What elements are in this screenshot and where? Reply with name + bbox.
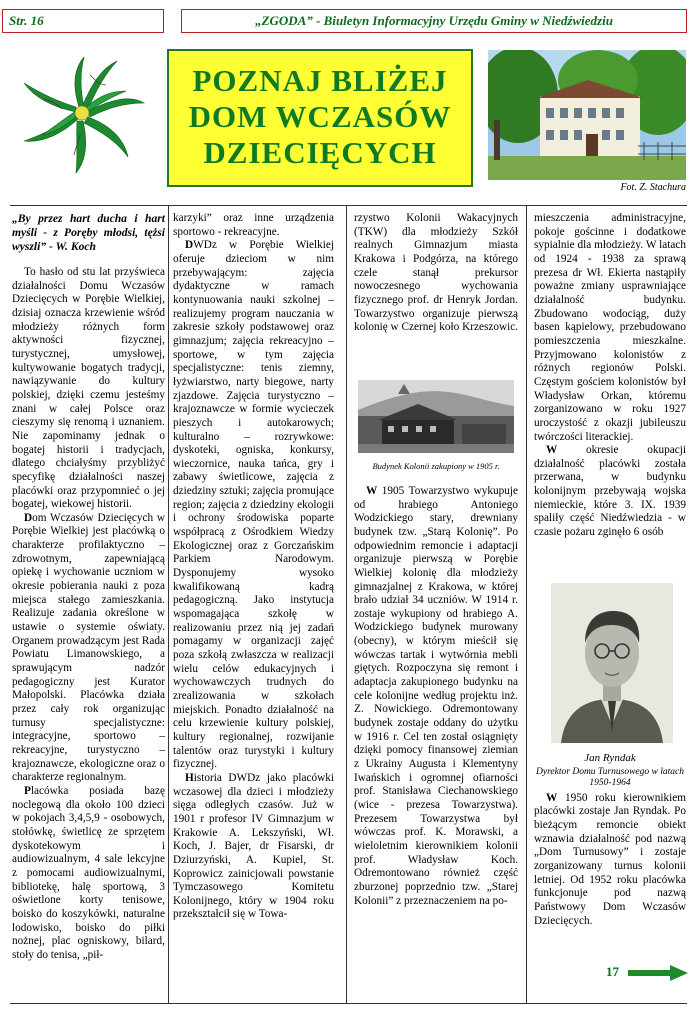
lead-letter: W: [546, 444, 558, 457]
lead-letter: D: [185, 239, 194, 252]
photo-credit: Fot. Z. Stachura: [620, 182, 686, 193]
paragraph: mieszczenia administracyjne, pokoje gościnne i dodatkowe sypialnie dla młodzieży. W latach od 1924 - 1938 za sprawą prezesa dr Wł. Ekierta nastąpiły poważne zmiany usprawniające działalność budynku. Zbudowano wodociąg, duży basen kąpielowy, przebudowano pomieszczenia mieszkalne. Przyjmowano kolonistów z różnych regionów Polski. Częstym gościem kolonistów był Władysław Orkan, któremu zorganizowano w roku 1927 uroczystość z okazji jubileuszu twórczości literackiej.: [534, 212, 686, 443]
lead-letter: W: [546, 791, 558, 804]
paragraph-text: 1950 roku kierownikiem placówki zostaje Jan Ryndak. Po bieżącym remoncie obiekt wznawia działalność pod nazwą „Dom Turnusowy” i zostaje zorganizowany turnus kolonii letniej. Od 1952 roku placówka funkcjonuje pod nazwą Państwowy Dom Wczasów Dziecięcych.: [534, 791, 686, 927]
top-divider: [10, 205, 687, 206]
paragraph: rzystwo Kolonii Wakacyjnych (TKW) dla młodzieży Szkół realnych Gimnazjum miasta Krakowa i Podgórza, na którego czele stanął prekursor nowoczesnego wychowania fizycznego prof. dr Henryk Jordan. Towarzystwo organizuje pierwszą kolonię w Czernej koło Krzeszowic.: [354, 212, 519, 334]
paragraph-text: 1905 Towarzystwo wykupuje od hrabiego Antoniego Wodzickiego stary, drewniany budynek tzw. „Starą Kolonię”. Po odpowiednim remoncie i adaptacji organizuje pierwszą w Porębie Wielkiej kolonię dla młodzieży gimnazjalnej z Krakowa, w której brało udział 34 uczniów. W 1914 r. zostaje wykupiony od hrabiego A. Wodzickiego budynek murowany (obecny), w którym mieścił się wówczas tartak i wytwórnia mebli giętych. Rozpoczyna się remont i adaptacja zakupionego budynku na cele kolonijne według projektu inż. Z. Nowickiego. Odremontowany budynek zostaje oddany do użytku w 1916 r. Cel ten został osiągnięty dzięki pomocy finansowej ziemian z Ukrainy Augusta i Klementyny Iwańskich i ogromnej ofiarności prof. Stanisława Ciechanowskiego (wice - prezesa Towarzystwa). Prezesem Towarzystwa był wówczas prof. K. Morawski, a wieloletnim kierownikiem kolonii prof. Władysław Koch. Odremontowano również część zburzonej poprzednio tzw. „Starej Kolonii” z przeznaczeniem na po-: [354, 484, 518, 907]
title-line-3: DZIECIĘCYCH: [203, 135, 437, 170]
bottom-divider: [10, 1003, 687, 1004]
lead-letter: P: [24, 784, 31, 797]
page-label: Str. 16: [2, 9, 164, 33]
portrait-name: Jan Ryndak: [584, 752, 636, 764]
historic-building-photo: [358, 380, 514, 453]
article-column-2: [173, 212, 334, 922]
paragraph: [354, 485, 518, 908]
paragraph-text: WDz w Porębie Wielkiej oferuje dzieciom w nim przebywającym: zajęcia dydaktyczne w ramach kontynuowania nauki szkolnej – realizujemy program nauczania w zakresie szkoły podstawowej oraz gimnazjum; zajęcia rekreacyjno – sportowe, w tym zajęcia specjalistyczne: tenis ziemny, łyżwiarstwo, narty biegowe, narty zjazdowe. Zajęcia turystyczno – krajoznawcze w formie wycieczek pieszych i autokarowych; kulturalno – rozrywkowe: dyskoteki, ogniska, konkursy, wieczornice, nauka tańca, gry i zabawy świetlicowe, zajęcia z dziedziny sztuki; zajęcia promujące region; zajęcia z dziedziny ekologii i ochrony środowiska poparte współpracą z Ośrodkiem Wiedzy Ekologicznej oraz z Gorczańskim Parkiem Narodowym. Dysponujemy wysoko kwalifikowaną kadrą pedagogiczną. Jako instytucja wspomagająca szkołę w realizowaniu przez nią jej zadań pomagamy w organizacji zajęć poza szkołą zwłaszcza w realizacji wielu celów edukacyjnych i wychowawczych trudnych do zrealizowania w szkołach miejskich. Ponadto działalność na celu krzewienie kultury polskiej, kultury regionalnej, rozwijanie talentów oraz turystyki i kultury fizycznej.: [173, 239, 334, 771]
portrait-caption: Dyrektor Domu Turnusowego w latach 1950-1964: [536, 767, 684, 788]
article-column-3: [354, 212, 518, 908]
next-page-arrow-icon: [628, 965, 688, 981]
paragraph-text: om Wczasów Dziecięcych w Porębie Wielkiej jest placówką o charakterze profilaktyczno – zdrowotnym, zapewniającą opiekę i wychowanie uczniom w okresie pobierania nauki z poza miejsca stałego zamieszkania. Realizuje zadania określone w ustawie o systemie oświaty. Organem prowadzącym jest Rada Powiatu Limanowskiego, a sprawującym nadzór pedagogiczny jest Kurator Małopolski. Placówka działa przez cały rok organizując turnusy specjalistyczne: integracyjne, sportowo – rekreacyjne, turystyczno – krajoznawcze, ekologiczne oraz o charakterze regionalnym.: [12, 511, 165, 784]
paragraph: [173, 239, 334, 772]
lead-letter: W: [366, 484, 378, 497]
paragraph-text: istoria DWDz jako placówki wczasowej dla dzieci i młodzieży sięga odległych czasów. Już w 1901 r profesor IV Gimnazjum w Krakowie A. Lekszyński, Wł. Koch, J. Bajer, dr Fisarski, dr Dziurzyński, A. Kupiel, St. Koprowicz zainicjowali powstanie Tymczasowego Komitetu Kolonijnego, który w 1904 roku przekształcił się w Towa-: [173, 771, 334, 921]
paragraph-text: okresie okupacji działalność placówki została przerwana, w budynku kolonijnym przebywają wojska niemieckie, które 3. IX. 1939 spaliły część Niedźwiedzia - w czasie pożaru zginęło 6 osób: [534, 444, 686, 539]
article-column-4: [534, 212, 686, 928]
photo-caption: Budynek Kolonii zakupiony w 1905 r.: [372, 461, 500, 471]
lead-letter: D: [24, 511, 33, 524]
building-photo: [488, 50, 686, 180]
paragraph: [173, 772, 334, 922]
motto-quote: „By przez hart ducha i hart myśli - z Poręby młodsi, tężsi wyszli” - W. Koch: [12, 212, 165, 253]
column-divider: [526, 205, 527, 1003]
paragraph: karzyki” oraz inne urządzenia sportowo - rekreacyjne.: [173, 212, 334, 238]
portrait-photo: [551, 583, 673, 743]
column-divider: [346, 205, 347, 1003]
paragraph: To hasło od stu lat przyświeca działalności Domu Wczasów Dziecięcych w Porębie Wielkiej, dzisiaj oznacza krzewienie wśród młodzieży różnych form aktywności fizycznej, turystycznej, umysłowej, kultywowanie bogatych tradycji, nawiązywanie do kultury polskiej, dzięki czemu jesteśmy znani w całej Polsce oraz cieszymy się renomą i uznaniem. Nie zapominamy jednak o bogatej historii i tradycjach, dlatego chciałyśmy przybliżyć specyfikę działalności naszej placówki oraz przypomnieć o jej bogatej, wiekowej historii.: [12, 266, 165, 511]
paragraph: [534, 792, 686, 929]
title-line-1: POZNAJ BLIŻEJ: [192, 63, 448, 98]
sun-logo-icon: [14, 55, 156, 175]
lead-letter: H: [185, 771, 194, 784]
page-number: 17: [606, 964, 619, 979]
paragraph: [12, 512, 165, 785]
title-line-2: DOM WCZASÓW: [188, 99, 452, 134]
paragraph: [12, 785, 165, 963]
publication-header: „ZGODA” - Biuletyn Informacyjny Urzędu Gminy w Niedźwiedziu: [181, 9, 687, 33]
paragraph-text: lacówka posiada bazę noclegową dla około 100 dzieci w pokojach 3,4,5,9 - osobowych, stołówkę, świetlicę ze sprzętem dyskotekowym i audiowizualnym, 4 sale lekcyjne z pomocami audiowizualnymi, bibliotekę, halę sportową, 3 oświetlone korty tenisowe, boisko do koszykówki, naturalne lodowisko, boisko do piłki nożnej, plac ogniskowy, bilard, stoły do tenisa, „pił-: [12, 784, 165, 961]
paragraph: [534, 444, 686, 540]
page-title: [167, 49, 473, 187]
article-column-1: [12, 212, 165, 962]
column-divider: [168, 205, 169, 1003]
